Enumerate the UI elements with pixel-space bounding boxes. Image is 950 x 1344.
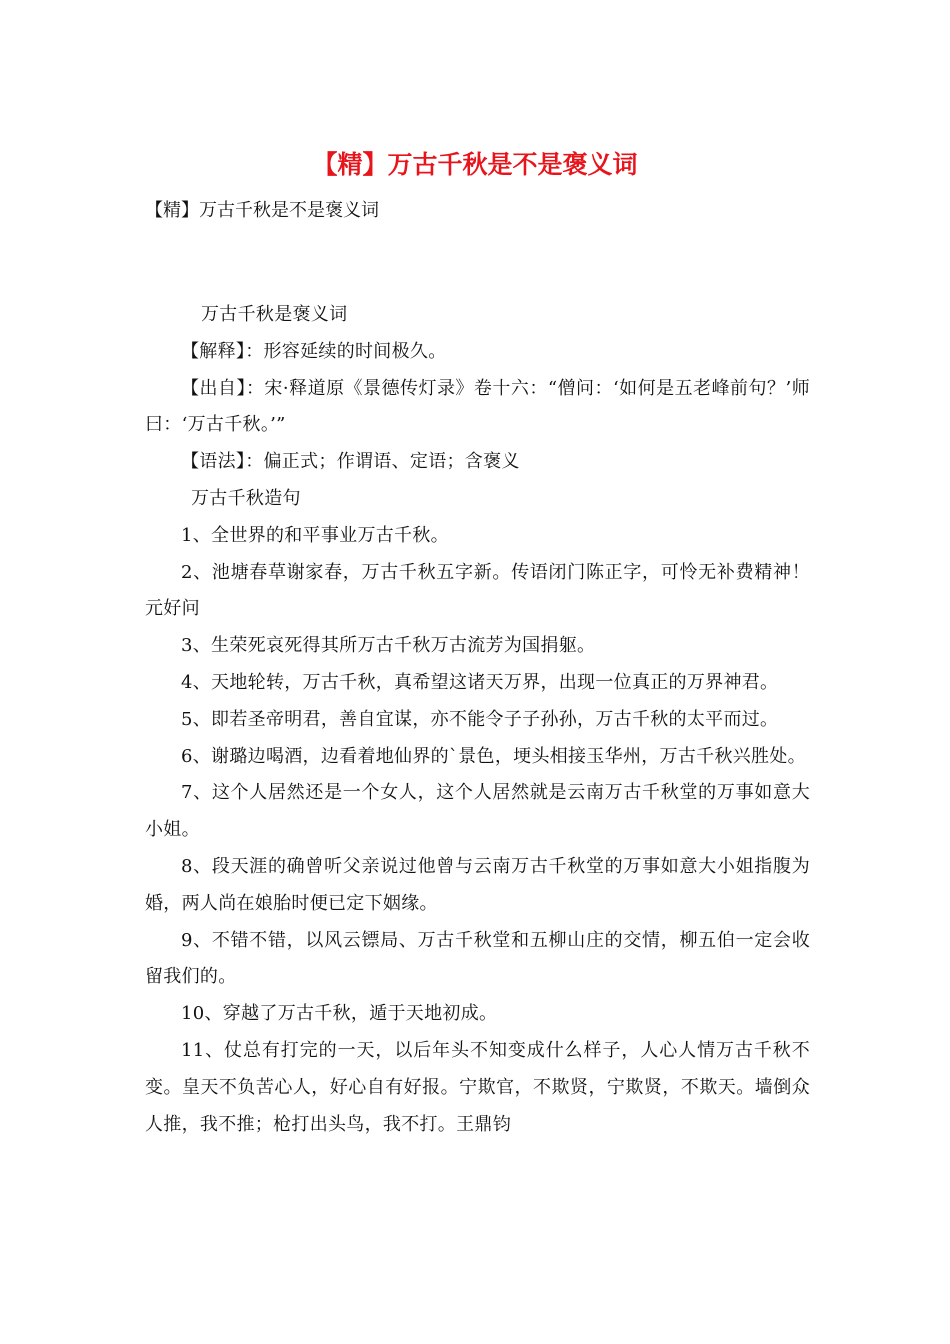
sentence-item: 11、仗总有打完的一天，以后年头不知变成什么样子，人心人情万古千秋不变。皇天不负苦心人，好心自有好报。宁欺官，不欺贤，宁欺贤，不欺天。墙倒众人推，我不推；枪打出头鸟，我不打。王鼎钧	[145, 1039, 810, 1135]
source-text: ：宋·释道原《景德传灯录》卷十六：“僧问：‘如何是五老峰前句？’师曰：‘万古千秋。’”	[145, 377, 811, 436]
sentence-item: 7、这个人居然还是一个女人，这个人居然就是云南万古千秋堂的万事如意大小姐。	[145, 782, 810, 841]
definition-label: 【解释】	[181, 340, 246, 362]
grammar-label: 【语法】	[181, 451, 246, 473]
sentence-item: 2、池塘春草谢家春，万古千秋五字新。传语闭门陈正字，可怜无补费精神！元好问	[145, 561, 810, 620]
sentence-item: 8、段天涯的确曾听父亲说过他曾与云南万古千秋堂的万事如意大小姐指腹为婚，两人尚在娘胎时便已定下姻缘。	[145, 855, 810, 914]
intro-paragraph: 万古千秋是褒义词	[201, 304, 348, 325]
sentences-heading: 万古千秋造句	[191, 487, 301, 509]
sentence-item: 10、穿越了万古千秋，遁于天地初成。	[181, 1003, 498, 1025]
document-subtitle: 【精】万古千秋是不是褒义词	[145, 200, 379, 221]
grammar-paragraph	[145, 444, 810, 481]
document-title: 【精】万古千秋是不是褒义词	[312, 150, 638, 179]
sentence-item: 5、即若圣帝明君，善自宜谋，亦不能令子子孙孙，万古千秋的太平而过。	[181, 708, 779, 730]
source-label: 【出自】	[181, 377, 246, 399]
sentence-item: 1、全世界的和平事业万古千秋。	[181, 524, 449, 546]
document-body	[145, 297, 810, 1143]
grammar-text: ：偏正式；作谓语、定语；含褒义	[245, 451, 520, 473]
sentence-item: 9、不错不错，以风云镖局、万古千秋堂和五柳山庄的交情，柳五伯一定会收留我们的。	[145, 929, 810, 988]
sentence-item: 4、天地轮转，万古千秋，真希望这诸天万界，出现一位真正的万界神君。	[181, 671, 779, 693]
definition-paragraph	[145, 334, 810, 371]
sentence-item: 6、谢璐边喝酒，边看着地仙界的`景色，埂头相接玉华州，万古千秋兴胜处。	[181, 745, 806, 767]
definition-text: ：形容延续的时间极久。	[245, 340, 447, 362]
source-paragraph	[145, 371, 810, 445]
sentence-item: 3、生荣死哀死得其所万古千秋万古流芳为国捐躯。	[181, 635, 596, 657]
